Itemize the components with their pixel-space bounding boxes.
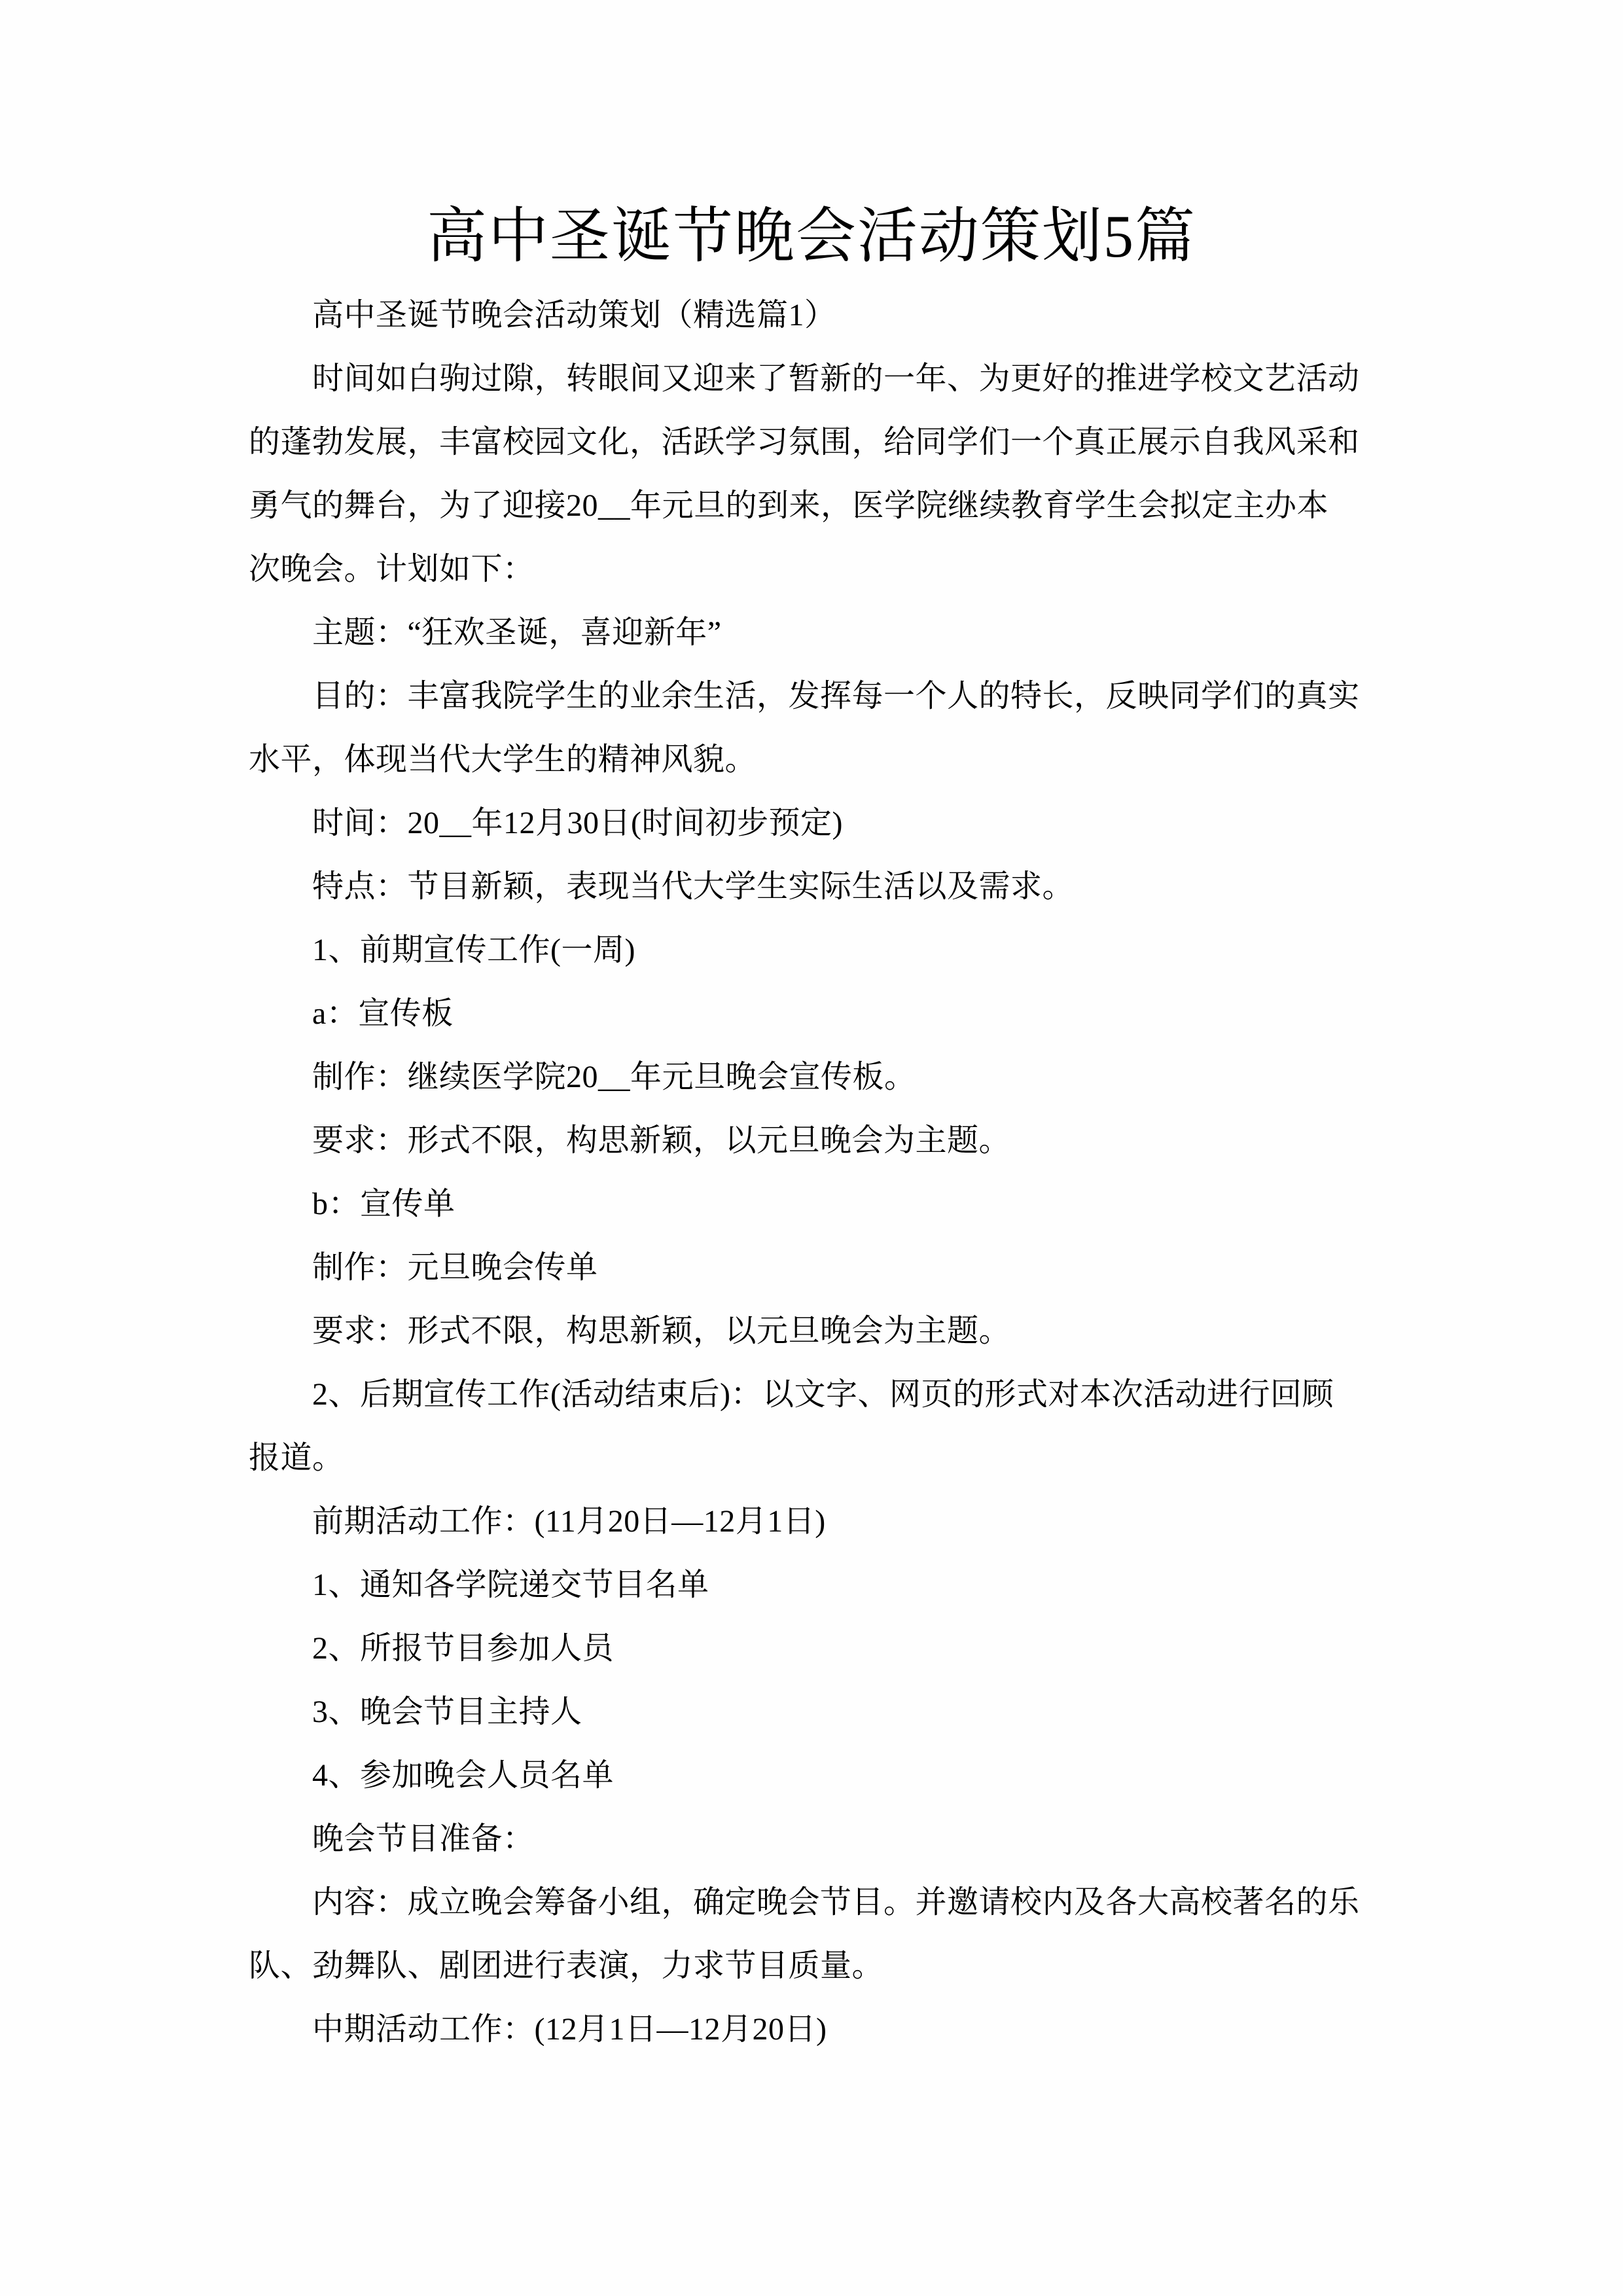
list-item: 制作：继续医学院20__年元旦晚会宣传板。 [312,1060,916,1094]
list-item: 要求：形式不限，构思新颖，以元旦晚会为主题。 [312,1123,1011,1158]
paragraph-line: 水平，体现当代大学生的精神风貌。 [249,742,757,777]
list-item: 制作：元旦晚会传单 [312,1250,598,1285]
list-heading: 1、前期宣传工作(一周) [312,933,635,967]
list-item: 1、通知各学院递交节目名单 [312,1568,709,1602]
section-heading: 前期活动工作：(11月20日—12月1日) [312,1504,826,1539]
section-heading: 晚会节目准备： [312,1821,535,1856]
purpose-line: 目的：丰富我院学生的业余生活，发挥每一个人的特长，反映同学们的真实 [312,679,1360,713]
paragraph-line: 勇气的舞台，为了迎接20__年元旦的到来，医学院继续教育学生会拟定主办本 [249,488,1329,523]
document-title: 高中圣诞节晚会活动策划5篇 [426,203,1196,270]
feature-line: 特点：节目新颖，表现当代大学生实际生活以及需求。 [312,869,1075,904]
paragraph-line: 队、劲舞队、剧团进行表演，力求节目质量。 [249,1948,884,1983]
list-item: 4、参加晚会人员名单 [312,1758,615,1793]
time-line: 时间：20__年12月30日(时间初步预定) [312,806,843,840]
content-line: 内容：成立晚会筹备小组，确定晚会节目。并邀请校内及各大高校著名的乐 [312,1885,1360,1920]
theme-line: 主题：“狂欢圣诞，喜迎新年” [312,615,722,650]
list-item: 3、晚会节目主持人 [312,1695,582,1729]
paragraph-line: 的蓬勃发展，丰富校园文化，活跃学习氛围，给同学们一个真正展示自我风采和 [249,425,1360,459]
paragraph-line: 时间如白驹过隙，转眼间又迎来了暂新的一年、为更好的推进学校文艺活动 [312,361,1360,396]
list-item: 要求：形式不限，构思新颖，以元旦晚会为主题。 [312,1314,1011,1348]
list-item: b：宣传单 [312,1187,455,1221]
paragraph-line: 报道。 [249,1441,344,1475]
paragraph-line: 次晚会。计划如下： [249,552,535,586]
list-heading: 2、后期宣传工作(活动结束后)：以文字、网页的形式对本次活动进行回顾 [312,1377,1334,1412]
section-heading: 高中圣诞节晚会活动策划（精选篇1） [312,298,836,332]
section-heading: 中期活动工作：(12月1日—12月20日) [312,2012,827,2047]
list-item: a：宣传板 [312,996,454,1031]
list-item: 2、所报节目参加人员 [312,1631,615,1666]
